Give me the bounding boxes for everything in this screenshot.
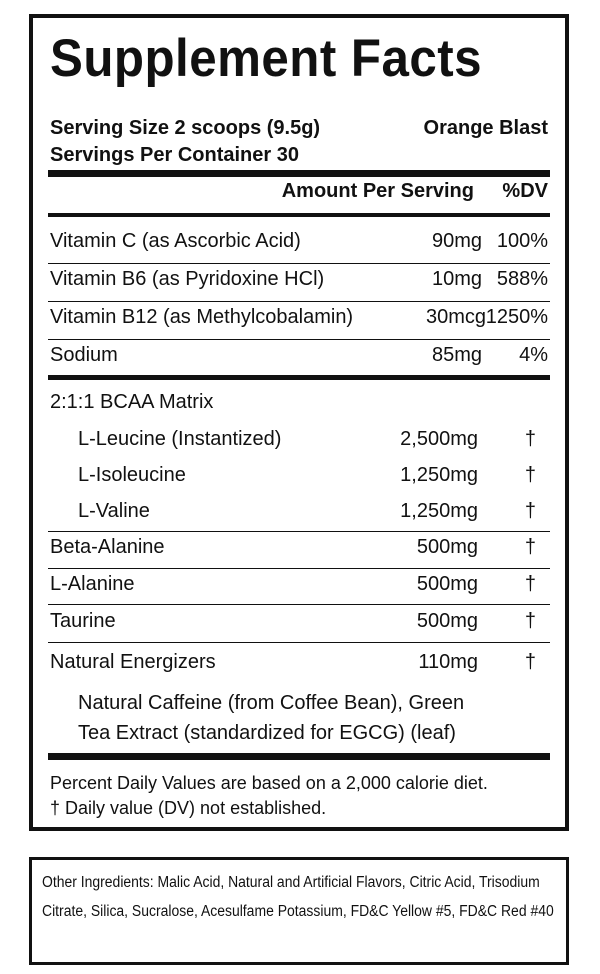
servings-per-container: Servings Per Container 30	[50, 144, 299, 166]
nutrient-dv: 588%	[496, 268, 548, 290]
nutrient-row	[50, 268, 548, 291]
nutrient-dv: 4%	[519, 344, 548, 366]
bcaa-row	[78, 464, 548, 487]
nutrient-dv: 1250%	[485, 306, 548, 328]
other-ingredients-text: Other Ingredients: Malic Acid, Natural and Artificial Flavors, Citric Acid, Trisodium Citrate, Silica, Sucralose, Acesulfame Potassium, FD&C Yellow #5, FD&C Red #40	[42, 874, 554, 920]
nutrient-row	[50, 306, 548, 329]
dagger-mark: †	[524, 651, 536, 673]
nutrient-name: Vitamin B12 (as Methylcobalamin)	[50, 306, 354, 328]
thick-divider	[48, 170, 550, 177]
amount-header: Amount Per Serving	[281, 180, 474, 202]
nutrient-name: Sodium	[50, 344, 118, 366]
ingredient-row	[50, 573, 548, 596]
ingredient-amount: 1,250mg	[400, 464, 478, 486]
panel-title: Supplement Facts	[50, 29, 482, 88]
row-divider	[48, 568, 550, 569]
dagger-mark: †	[524, 610, 536, 632]
bcaa-row	[78, 500, 548, 523]
nutrient-dv: 100%	[496, 230, 548, 252]
nutrient-amount: 85mg	[431, 344, 482, 366]
ingredient-row	[50, 651, 548, 674]
row-divider	[48, 301, 550, 302]
flavor-name: Orange Blast	[423, 117, 548, 139]
energizers-note-line: Tea Extract (standardized for EGCG) (leaf)	[78, 722, 456, 744]
bcaa-row	[78, 428, 548, 451]
ingredient-amount: 1,250mg	[400, 500, 478, 522]
ingredient-amount: 2,500mg	[400, 428, 478, 450]
nutrient-row	[50, 344, 548, 367]
medium-divider	[48, 213, 550, 217]
ingredient-name: L-Valine	[78, 500, 150, 522]
nutrient-name: Vitamin C (as Ascorbic Acid)	[50, 230, 301, 252]
ingredient-name: Beta-Alanine	[50, 536, 165, 558]
serving-size: Serving Size 2 scoops (9.5g)	[50, 117, 321, 139]
thick-divider	[48, 375, 550, 380]
dagger-mark: †	[524, 573, 536, 595]
footnote-line: Percent Daily Values are based on a 2,000 calorie diet.	[50, 773, 488, 793]
ingredient-amount: 500mg	[416, 610, 478, 632]
ingredient-row	[50, 536, 548, 559]
nutrient-amount: 90mg	[431, 230, 482, 252]
thick-divider	[48, 753, 550, 760]
ingredient-name: L-Leucine (Instantized)	[78, 428, 282, 450]
nutrient-amount: 10mg	[431, 268, 482, 290]
dagger-mark: †	[524, 500, 536, 522]
serving-size-row	[50, 117, 548, 140]
ingredient-name: L-Alanine	[50, 573, 135, 595]
ingredient-row	[50, 610, 548, 633]
dagger-mark: †	[524, 428, 536, 450]
energizers-note-line: Natural Caffeine (from Coffee Bean), Green	[78, 692, 465, 714]
ingredient-name: L-Isoleucine	[78, 464, 186, 486]
row-divider	[48, 263, 550, 264]
nutrient-name: Vitamin B6 (as Pyridoxine HCl)	[50, 268, 325, 290]
other-ingredients-box	[29, 857, 569, 965]
bcaa-title: 2:1:1 BCAA Matrix	[50, 391, 214, 413]
ingredient-name: Taurine	[50, 610, 116, 632]
ingredient-amount: 500mg	[416, 573, 478, 595]
dagger-mark: †	[524, 464, 536, 486]
footnote-line: † Daily value (DV) not established.	[50, 798, 327, 818]
ingredient-name: Natural Energizers	[50, 651, 216, 673]
dagger-mark: †	[524, 536, 536, 558]
row-divider	[48, 604, 550, 605]
nutrient-row	[50, 230, 548, 253]
ingredient-amount: 110mg	[418, 651, 478, 673]
nutrient-amount: 30mcg	[425, 306, 486, 328]
supplement-facts-panel	[29, 14, 569, 831]
row-divider	[48, 339, 550, 340]
ingredient-amount: 500mg	[416, 536, 478, 558]
dv-header: %DV	[502, 180, 548, 202]
row-divider	[48, 531, 550, 532]
row-divider	[48, 642, 550, 643]
